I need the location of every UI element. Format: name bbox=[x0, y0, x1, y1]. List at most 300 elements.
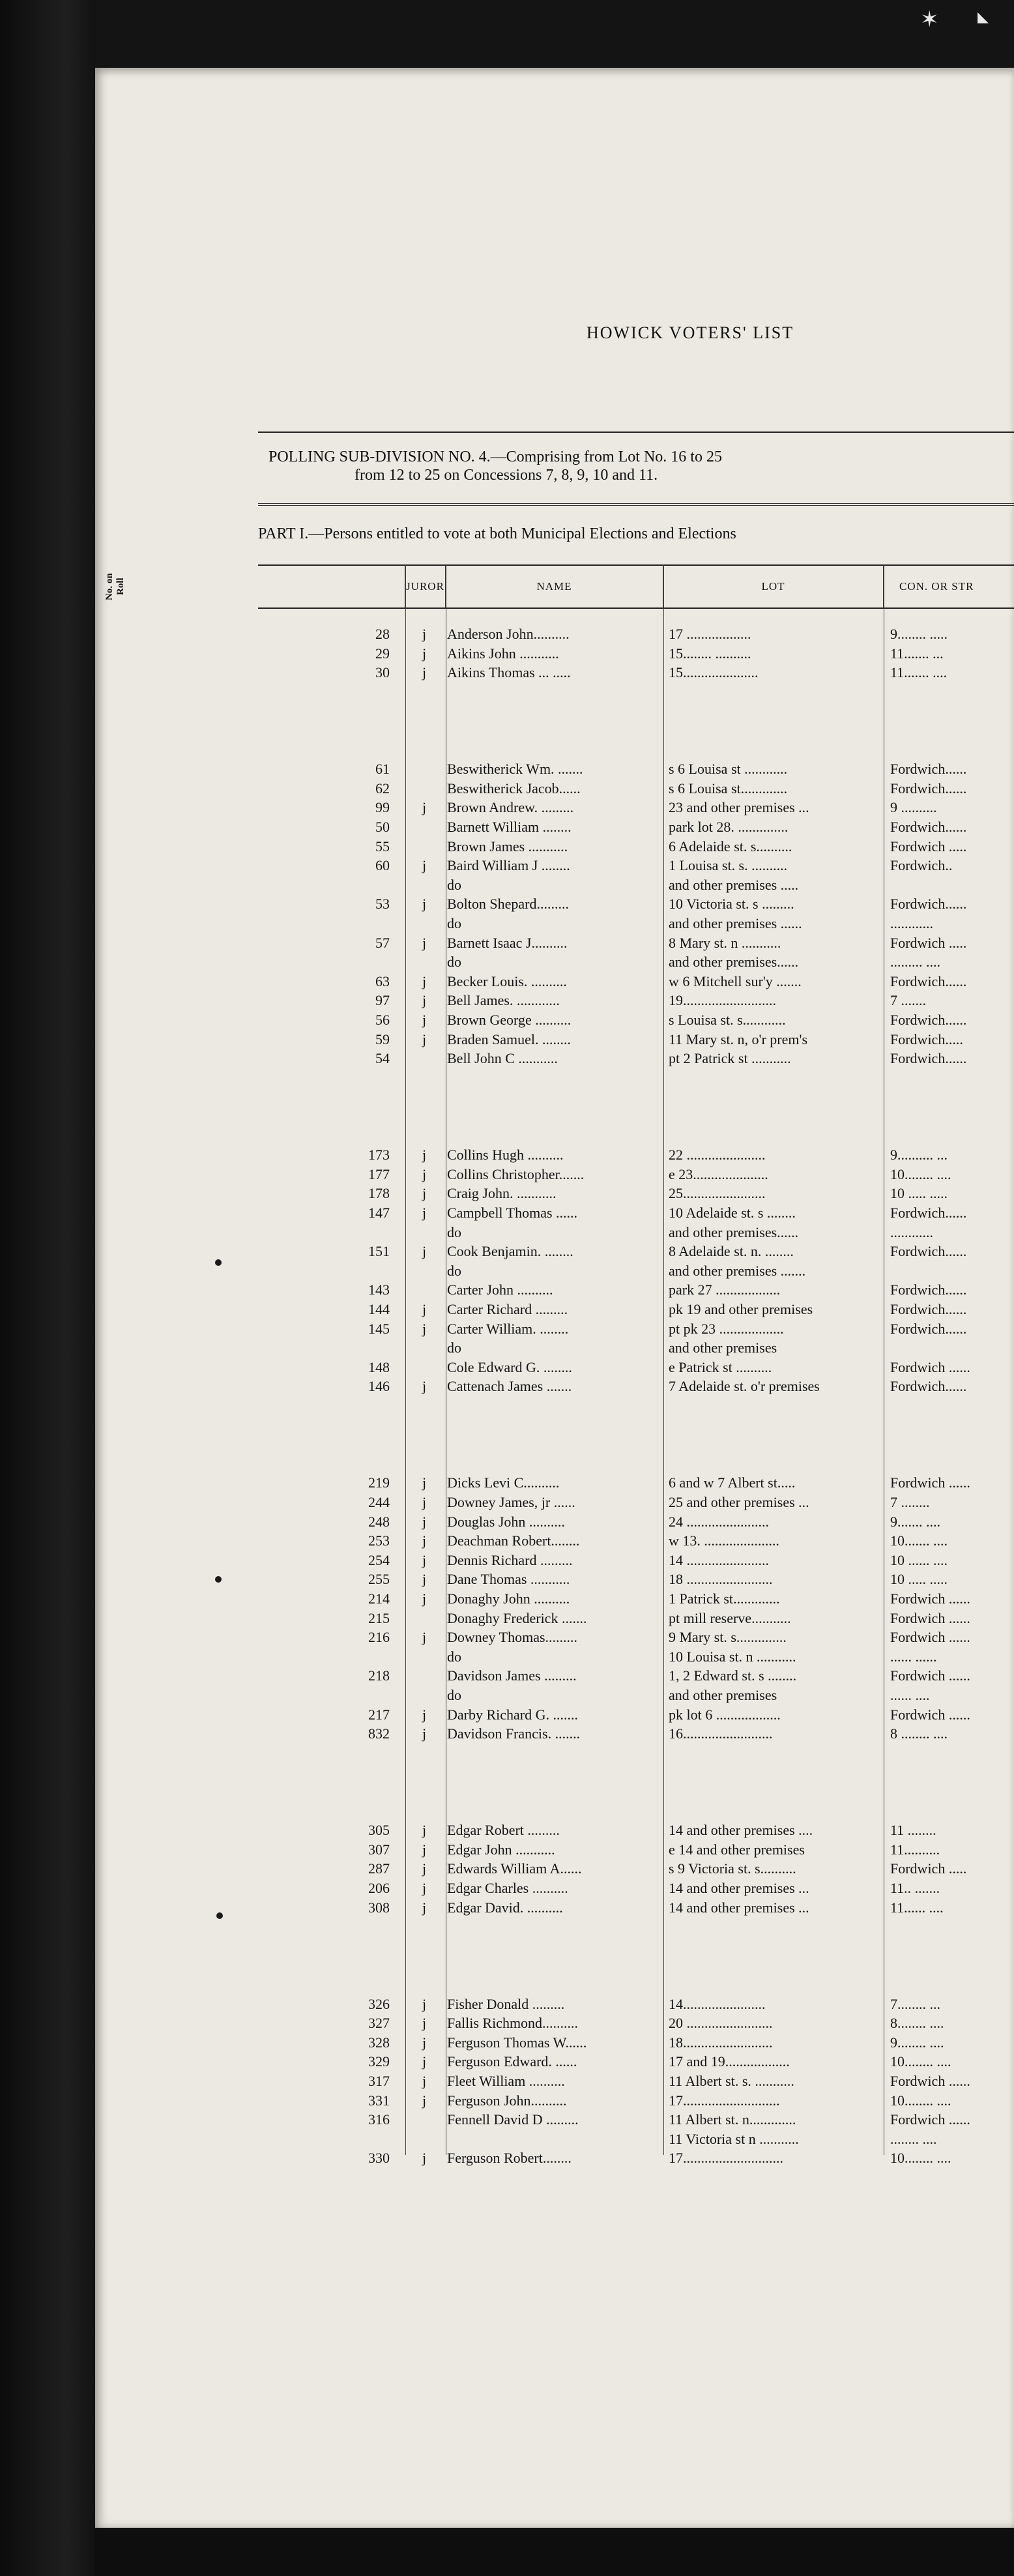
table-row bbox=[0, 1321, 1014, 1340]
lot-description: e 14 and other premises bbox=[669, 1841, 805, 1858]
lot-description: 14 ....................... bbox=[669, 1551, 769, 1568]
voter-name: Ferguson Robert........ bbox=[447, 2150, 572, 2167]
roll-number: 29 bbox=[375, 645, 390, 662]
table-row bbox=[0, 896, 1014, 915]
lot-description: 10 Louisa st. n ........... bbox=[669, 1648, 796, 1665]
voter-name: Cattenach James ....... bbox=[447, 1378, 572, 1395]
roll-number: 62 bbox=[375, 780, 390, 797]
lot-description: 9 Mary st. s.............. bbox=[669, 1629, 787, 1646]
table-row bbox=[0, 1417, 1014, 1437]
juror-mark: j bbox=[422, 1571, 427, 1588]
subtitle-line-1: POLLING SUB-DIVISION NO. 4.—Comprising from Lot No. 16 to 25 bbox=[268, 448, 722, 465]
table-row bbox=[0, 1938, 1014, 1957]
roll-number: 215 bbox=[368, 1609, 390, 1626]
roll-number: 287 bbox=[368, 1860, 390, 1877]
table-row bbox=[0, 954, 1014, 973]
juror-mark: j bbox=[422, 2092, 427, 2109]
concession: Fordwich...... bbox=[890, 1050, 967, 1067]
voter-name: Cole Edward G. ........ bbox=[447, 1358, 572, 1375]
juror-mark: j bbox=[422, 1205, 427, 1221]
table-row bbox=[0, 973, 1014, 993]
lot-description: 19.......................... bbox=[669, 992, 776, 1009]
voter-name: do bbox=[447, 954, 461, 971]
juror-mark: j bbox=[422, 1532, 427, 1549]
table-row bbox=[0, 1031, 1014, 1051]
roll-number: 329 bbox=[368, 2053, 390, 2070]
lot-description: 10 Adelaide st. s ........ bbox=[669, 1205, 796, 1221]
lot-description: and other premises bbox=[669, 1687, 777, 1703]
table-row bbox=[0, 1783, 1014, 1803]
lot-description: park lot 28. .............. bbox=[669, 819, 789, 835]
lot-description: 14 and other premises .... bbox=[669, 1822, 813, 1839]
concession: ............ bbox=[890, 915, 933, 931]
voter-name: Collins Christopher....... bbox=[447, 1165, 585, 1182]
header-roll: No. on Roll bbox=[104, 573, 126, 600]
voter-name: do bbox=[447, 1648, 461, 1665]
juror-mark: j bbox=[422, 1995, 427, 2012]
table-row bbox=[0, 1860, 1014, 1880]
concession: Fordwich ...... bbox=[890, 1629, 970, 1646]
table-row bbox=[0, 626, 1014, 645]
table-row bbox=[0, 1224, 1014, 1244]
table-row bbox=[0, 2015, 1014, 2034]
concession: Fordwich ..... bbox=[890, 934, 967, 951]
table-row bbox=[0, 1089, 1014, 1108]
roll-number: 148 bbox=[368, 1358, 390, 1375]
concession: 11.......... bbox=[890, 1841, 940, 1858]
lot-description: 14....................... bbox=[669, 1995, 766, 2012]
table-row bbox=[0, 1398, 1014, 1417]
table-row bbox=[0, 1822, 1014, 1841]
table-row bbox=[0, 1281, 1014, 1301]
table-row bbox=[0, 645, 1014, 665]
concession: 8 ........ .... bbox=[890, 1725, 948, 1742]
voter-name: Beswitherick Wm. ....... bbox=[447, 761, 583, 778]
scan-bottom-margin bbox=[95, 2528, 1014, 2576]
juror-mark: j bbox=[422, 1899, 427, 1916]
table-row bbox=[0, 1803, 1014, 1822]
lot-description: 15........ .......... bbox=[669, 645, 751, 662]
concession: 9.......... ... bbox=[890, 1147, 948, 1164]
voter-name: Bell John C ........... bbox=[447, 1050, 558, 1067]
lot-description: and other premises ...... bbox=[669, 915, 802, 931]
roll-number: 219 bbox=[368, 1474, 390, 1491]
juror-mark: j bbox=[422, 1185, 427, 1202]
table-row bbox=[0, 1725, 1014, 1745]
voter-name: Baird William J ........ bbox=[447, 857, 570, 874]
lot-description: 25....................... bbox=[669, 1185, 766, 1202]
roll-number: 248 bbox=[368, 1513, 390, 1530]
roll-number: 326 bbox=[368, 1995, 390, 2012]
voter-name: Barnett William ........ bbox=[447, 819, 572, 835]
juror-mark: j bbox=[422, 1860, 427, 1877]
roll-number: 61 bbox=[375, 761, 390, 778]
concession: Fordwich...... bbox=[890, 973, 967, 989]
lot-description: 1 Louisa st. s. .......... bbox=[669, 857, 788, 874]
concession: Fordwich...... bbox=[890, 1378, 967, 1395]
scan-speck: ◣ bbox=[978, 9, 989, 25]
lot-description: 8 Mary st. n ........... bbox=[669, 934, 781, 951]
table-row bbox=[0, 664, 1014, 684]
concession: Fordwich...... bbox=[890, 1301, 967, 1317]
juror-mark: j bbox=[422, 626, 427, 642]
voter-name: do bbox=[447, 1223, 461, 1240]
juror-mark: j bbox=[422, 799, 427, 816]
table-row bbox=[0, 1745, 1014, 1764]
lot-description: 17 .................. bbox=[669, 626, 751, 642]
concession: 11...... .... bbox=[890, 1899, 944, 1916]
roll-number: 56 bbox=[375, 1012, 390, 1028]
juror-mark: j bbox=[422, 1031, 427, 1047]
juror-mark: j bbox=[422, 2150, 427, 2167]
lot-description: pk lot 6 .................. bbox=[669, 1706, 781, 1723]
table-row bbox=[0, 1050, 1014, 1070]
table-row bbox=[0, 1706, 1014, 1726]
juror-mark: j bbox=[422, 1841, 427, 1858]
voter-name: Aikins John ........... bbox=[447, 645, 559, 662]
concession: 7 ........ bbox=[890, 1494, 930, 1510]
concession: Fordwich...... bbox=[890, 1320, 967, 1337]
lot-description: 11 Mary st. n, o'r prem's bbox=[669, 1031, 808, 1047]
roll-number: 253 bbox=[368, 1532, 390, 1549]
voter-name: Fleet William .......... bbox=[447, 2073, 565, 2089]
table-row bbox=[0, 722, 1014, 742]
concession: 11....... ... bbox=[890, 645, 944, 662]
lot-description: 11 Victoria st n ........... bbox=[669, 2130, 799, 2147]
concession: 10........ .... bbox=[890, 1165, 951, 1182]
concession: 10........ .... bbox=[890, 2092, 951, 2109]
roll-number: 177 bbox=[368, 1165, 390, 1182]
table-row bbox=[0, 992, 1014, 1012]
juror-mark: j bbox=[422, 1629, 427, 1646]
juror-mark: j bbox=[422, 664, 427, 681]
voter-name: Davidson Francis. ....... bbox=[447, 1725, 581, 1742]
concession: Fordwich...... bbox=[890, 761, 967, 778]
lot-description: s 6 Louisa st............. bbox=[669, 780, 788, 797]
lot-description: 20 ........................ bbox=[669, 2015, 773, 2032]
concession: Fordwich ...... bbox=[890, 1609, 970, 1626]
concession: Fordwich ...... bbox=[890, 2073, 970, 2089]
juror-mark: j bbox=[422, 1590, 427, 1607]
voter-name: do bbox=[447, 1687, 461, 1703]
concession: ............ bbox=[890, 1223, 933, 1240]
lot-description: 6 and w 7 Albert st..... bbox=[669, 1474, 796, 1491]
roll-number: 254 bbox=[368, 1551, 390, 1568]
juror-mark: j bbox=[422, 857, 427, 874]
juror-mark: j bbox=[422, 2053, 427, 2070]
lot-description: 7 Adelaide st. o'r premises bbox=[669, 1378, 820, 1395]
lot-description: 10 Victoria st. s ......... bbox=[669, 896, 794, 913]
table-row bbox=[0, 1571, 1014, 1590]
concession: 9....... .... bbox=[890, 1513, 940, 1530]
voter-name: Craig John. ........... bbox=[447, 1185, 557, 1202]
table-row bbox=[0, 1339, 1014, 1359]
lot-description: s 6 Louisa st ............ bbox=[669, 761, 788, 778]
voter-name: do bbox=[447, 1339, 461, 1356]
roll-number: 178 bbox=[368, 1185, 390, 1202]
table-row bbox=[0, 742, 1014, 761]
roll-number: 317 bbox=[368, 2073, 390, 2089]
roll-number: 330 bbox=[368, 2150, 390, 2167]
voter-name: Edgar Charles .......... bbox=[447, 1880, 568, 1896]
lot-description: e 23..................... bbox=[669, 1165, 768, 1182]
roll-number: 151 bbox=[368, 1243, 390, 1260]
juror-mark: j bbox=[422, 1474, 427, 1491]
table-row bbox=[0, 2150, 1014, 2169]
concession: 10 ..... ..... bbox=[890, 1571, 948, 1588]
table-row bbox=[0, 1205, 1014, 1224]
concession: Fordwich...... bbox=[890, 1205, 967, 1221]
roll-number: 255 bbox=[368, 1571, 390, 1588]
roll-number: 218 bbox=[368, 1667, 390, 1684]
concession: Fordwich ...... bbox=[890, 1590, 970, 1607]
voter-name: Collins Hugh .......... bbox=[447, 1147, 564, 1164]
voter-name: Campbell Thomas ...... bbox=[447, 1205, 578, 1221]
juror-mark: j bbox=[422, 1706, 427, 1723]
table-row bbox=[0, 1590, 1014, 1610]
voter-name: do bbox=[447, 915, 461, 931]
header-juror: JUROR bbox=[405, 566, 446, 607]
table-row bbox=[0, 1610, 1014, 1630]
lot-description: 24 ....................... bbox=[669, 1513, 769, 1530]
table-row bbox=[0, 838, 1014, 858]
table-row bbox=[0, 780, 1014, 800]
roll-number: 30 bbox=[375, 664, 390, 681]
table-row bbox=[0, 1012, 1014, 1031]
lot-description: s 9 Victoria st. s.......... bbox=[669, 1860, 796, 1877]
lot-description: 23 and other premises ... bbox=[669, 799, 809, 816]
juror-mark: j bbox=[422, 1301, 427, 1317]
table-row bbox=[0, 1880, 1014, 1899]
lot-description: pt 2 Patrick st ........... bbox=[669, 1050, 791, 1067]
lot-description: 18......................... bbox=[669, 2034, 773, 2051]
table-row bbox=[0, 1494, 1014, 1514]
concession: ......... .... bbox=[890, 954, 940, 971]
concession: Fordwich ...... bbox=[890, 1667, 970, 1684]
table-row bbox=[0, 1147, 1014, 1166]
concession: Fordwich ...... bbox=[890, 1706, 970, 1723]
table-row bbox=[0, 1301, 1014, 1321]
voter-name: Barnett Isaac J.......... bbox=[447, 934, 568, 951]
juror-mark: j bbox=[422, 2015, 427, 2032]
roll-number: 173 bbox=[368, 1147, 390, 1164]
roll-number: 53 bbox=[375, 896, 390, 913]
concession: Fordwich...... bbox=[890, 1012, 967, 1028]
lot-description: 1 Patrick st............. bbox=[669, 1590, 780, 1607]
voter-name: Downey James, jr ...... bbox=[447, 1494, 575, 1510]
roll-number: 216 bbox=[368, 1629, 390, 1646]
roll-number: 217 bbox=[368, 1706, 390, 1723]
table-row bbox=[0, 684, 1014, 703]
roll-number: 50 bbox=[375, 819, 390, 835]
table-row bbox=[0, 2111, 1014, 2131]
part-heading: PART I.—Persons entitled to vote at both Municipal Elections and Elections bbox=[258, 525, 736, 542]
concession: Fordwich...... bbox=[890, 1243, 967, 1260]
concession: 9........ ..... bbox=[890, 626, 948, 642]
concession: ...... .... bbox=[890, 1687, 930, 1703]
juror-mark: j bbox=[422, 973, 427, 989]
table-row bbox=[0, 1899, 1014, 1919]
roll-number: 316 bbox=[368, 2111, 390, 2128]
roll-number: 328 bbox=[368, 2034, 390, 2051]
voter-name: Beswitherick Jacob...... bbox=[447, 780, 581, 797]
table-row bbox=[0, 799, 1014, 819]
juror-mark: j bbox=[422, 1320, 427, 1337]
voter-name: Deachman Robert........ bbox=[447, 1532, 580, 1549]
lot-description: pk 19 and other premises bbox=[669, 1301, 813, 1317]
concession: Fordwich ..... bbox=[890, 1860, 967, 1877]
table-row bbox=[0, 1687, 1014, 1706]
concession: 10....... .... bbox=[890, 1532, 948, 1549]
voter-name: Carter Richard ......... bbox=[447, 1301, 568, 1317]
concession: ...... ...... bbox=[890, 1648, 937, 1665]
table-row bbox=[0, 1841, 1014, 1861]
juror-mark: j bbox=[422, 1725, 427, 1742]
voter-name: do bbox=[447, 1262, 461, 1279]
roll-number: 206 bbox=[368, 1880, 390, 1896]
lot-description: s Louisa st. s............ bbox=[669, 1012, 786, 1028]
table-row bbox=[0, 915, 1014, 935]
roll-number: 55 bbox=[375, 838, 390, 855]
lot-description: 25 and other premises ... bbox=[669, 1494, 809, 1510]
table-row bbox=[0, 1764, 1014, 1783]
table-row bbox=[0, 1667, 1014, 1687]
voter-name: Darby Richard G. ....... bbox=[447, 1706, 579, 1723]
table-row bbox=[0, 2034, 1014, 2054]
table-row bbox=[0, 1359, 1014, 1379]
voter-name: Ferguson Thomas W...... bbox=[447, 2034, 587, 2051]
table-row bbox=[0, 2092, 1014, 2112]
roll-number: 54 bbox=[375, 1050, 390, 1067]
roll-number: 99 bbox=[375, 799, 390, 816]
voter-name: Bolton Shepard......... bbox=[447, 896, 569, 913]
lot-description: e Patrick st .......... bbox=[669, 1358, 772, 1375]
table-row bbox=[0, 1456, 1014, 1475]
juror-mark: j bbox=[422, 896, 427, 913]
concession: 10........ .... bbox=[890, 2150, 951, 2167]
concession: Fordwich ...... bbox=[890, 1474, 970, 1491]
juror-mark: j bbox=[422, 1378, 427, 1395]
table-row bbox=[0, 2131, 1014, 2150]
table-row bbox=[0, 1263, 1014, 1282]
table-row bbox=[0, 1243, 1014, 1263]
roll-number: 63 bbox=[375, 973, 390, 989]
roll-number: 146 bbox=[368, 1378, 390, 1395]
concession: Fordwich...... bbox=[890, 819, 967, 835]
concession: 10 ...... .... bbox=[890, 1551, 948, 1568]
voter-name: Bell James. ............ bbox=[447, 992, 560, 1009]
table-row bbox=[0, 761, 1014, 780]
lot-description: w 13. ..................... bbox=[669, 1532, 779, 1549]
table-row bbox=[0, 1378, 1014, 1398]
voter-name: Brown Andrew. ......... bbox=[447, 799, 574, 816]
table-row bbox=[0, 1070, 1014, 1089]
top-rule bbox=[258, 432, 1014, 433]
lot-description: 22 ...................... bbox=[669, 1147, 766, 1164]
roll-number: 244 bbox=[368, 1494, 390, 1510]
concession: Fordwich ..... bbox=[890, 838, 967, 855]
lot-description: w 6 Mitchell sur'y ....... bbox=[669, 973, 802, 989]
scan-speck: ✶ bbox=[920, 7, 939, 33]
table-row bbox=[0, 1474, 1014, 1494]
table-row bbox=[0, 1108, 1014, 1128]
table-row bbox=[0, 857, 1014, 877]
concession: Fordwich...... bbox=[890, 896, 967, 913]
header-roll-cell bbox=[258, 566, 405, 607]
concession: Fordwich.. bbox=[890, 857, 953, 874]
roll-number: 308 bbox=[368, 1899, 390, 1916]
voter-name: Fallis Richmond.......... bbox=[447, 2015, 579, 2032]
voter-name: Brown George .......... bbox=[447, 1012, 572, 1028]
header-lot: LOT bbox=[663, 566, 884, 607]
roll-number: 59 bbox=[375, 1031, 390, 1047]
table-row bbox=[0, 1957, 1014, 1976]
voter-name: Brown James ........... bbox=[447, 838, 568, 855]
lot-description: 17 and 19.................. bbox=[669, 2053, 790, 2070]
roll-number: 305 bbox=[368, 1822, 390, 1839]
juror-mark: j bbox=[422, 1880, 427, 1896]
voter-name: Becker Louis. .......... bbox=[447, 973, 567, 989]
juror-mark: j bbox=[422, 1551, 427, 1568]
concession: Fordwich...... bbox=[890, 780, 967, 797]
voter-name: do bbox=[447, 876, 461, 893]
table-row bbox=[0, 1436, 1014, 1456]
lot-description: 11 Albert st. n............. bbox=[669, 2111, 796, 2128]
table-row bbox=[0, 1185, 1014, 1205]
voter-name: Douglas John .......... bbox=[447, 1513, 565, 1530]
lot-description: 1, 2 Edward st. s ........ bbox=[669, 1667, 797, 1684]
lot-description: and other premises ..... bbox=[669, 876, 799, 893]
header-name: NAME bbox=[446, 566, 663, 607]
roll-number: 60 bbox=[375, 857, 390, 874]
table-row bbox=[0, 1532, 1014, 1552]
concession: 9........ .... bbox=[890, 2034, 944, 2051]
voter-name: Donaghy Frederick ....... bbox=[447, 1609, 587, 1626]
voter-name: Edwards William A...... bbox=[447, 1860, 582, 1877]
lot-description: 17........................... bbox=[669, 2092, 780, 2109]
concession: ........ .... bbox=[890, 2130, 937, 2147]
concession: 11.. ....... bbox=[890, 1880, 940, 1896]
voter-name: Fennell David D ......... bbox=[447, 2111, 579, 2128]
concession: 11....... .... bbox=[890, 664, 948, 681]
table-row bbox=[0, 1166, 1014, 1186]
voter-name: Carter William. ........ bbox=[447, 1320, 569, 1337]
voter-name: Dicks Levi C.......... bbox=[447, 1474, 560, 1491]
lot-description: pt mill reserve........... bbox=[669, 1609, 791, 1626]
page-title: HOWICK VOTERS' LIST bbox=[587, 323, 794, 342]
roll-number: 28 bbox=[375, 626, 390, 642]
roll-number: 327 bbox=[368, 2015, 390, 2032]
section-rule bbox=[258, 503, 1014, 506]
roll-number: 145 bbox=[368, 1320, 390, 1337]
table-row bbox=[0, 935, 1014, 954]
juror-mark: j bbox=[422, 1165, 427, 1182]
table-row bbox=[0, 1629, 1014, 1648]
concession: Fordwich ...... bbox=[890, 2111, 970, 2128]
juror-mark: j bbox=[422, 1494, 427, 1510]
juror-mark: j bbox=[422, 1147, 427, 1164]
lot-description: park 27 .................. bbox=[669, 1281, 781, 1298]
lot-description: 11 Albert st. s. ........... bbox=[669, 2073, 794, 2089]
voter-name: Aikins Thomas ... ..... bbox=[447, 664, 571, 681]
lot-description: 16......................... bbox=[669, 1725, 773, 1742]
table-row bbox=[0, 1976, 1014, 1996]
roll-number: 144 bbox=[368, 1301, 390, 1317]
table-row bbox=[0, 703, 1014, 722]
roll-number: 331 bbox=[368, 2092, 390, 2109]
concession: 9 .......... bbox=[890, 799, 937, 816]
concession: Fordwich...... bbox=[890, 1281, 967, 1298]
